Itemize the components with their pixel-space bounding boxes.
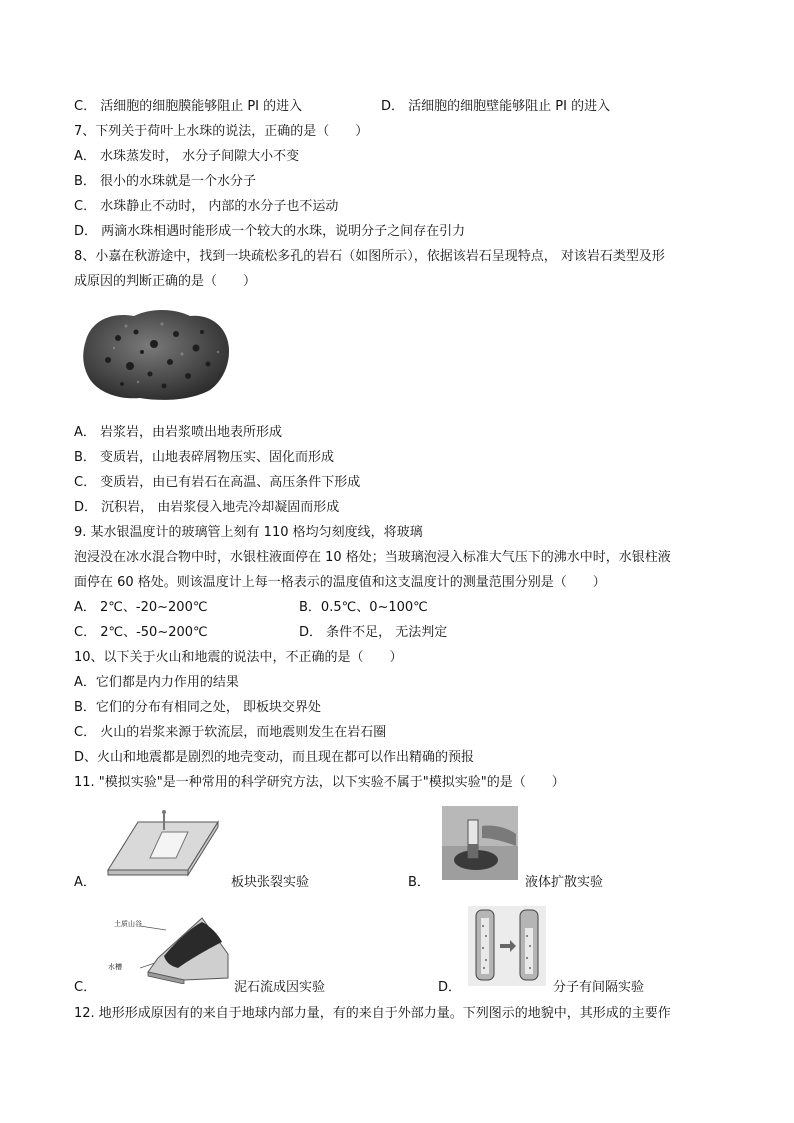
q7-option-d: D． 两滴水珠相遇时能形成一个较大的水珠，说明分子之间存在引力 <box>74 224 466 239</box>
molecule-gap-figure <box>468 906 546 986</box>
q9-stem-line-3: 面停在 60 格处。则该温度计上每一格表示的温度值和这支温度计的测量范围分别是（ ） <box>74 575 606 590</box>
q10-option-c: C． 火山的岩浆来源于软流层，而地震则发生在岩石圈 <box>74 725 387 740</box>
debris-flow-figure <box>140 914 232 984</box>
q8-stem-line-1: 8、小嘉在秋游途中，找到一块疏松多孔的岩石（如图所示），依据该岩石呈现特点， 对该岩石类型及形 <box>74 249 665 264</box>
q11-stem: 11. "模拟实验"是一种常用的科学研究方法，以下实验不属于"模拟实验"的是（ ） <box>74 775 565 790</box>
q7-option-b: B． 很小的水珠就是一个水分子 <box>74 174 257 189</box>
c-fig-label-valley: 土质山谷 <box>114 920 142 928</box>
q10-option-d: D、火山和地震都是剧烈的地壳变动，而且现在都可以作出精确的预报 <box>74 750 475 765</box>
q11-option-b-letter: B． <box>408 875 430 890</box>
q11-option-b-caption: 液体扩散实验 <box>525 875 604 890</box>
q11-option-d-letter: D． <box>438 980 462 995</box>
liquid-diffusion-figure <box>442 806 518 880</box>
q10-option-a: A．它们都是内力作用的结果 <box>74 675 239 690</box>
q7-option-c: C． 水珠静止不动时， 内部的水分子也不运动 <box>74 199 339 214</box>
q6-option-d: D． 活细胞的细胞壁能够阻止 PI 的进入 <box>381 99 611 114</box>
c-fig-label-tank: 水槽 <box>108 963 122 971</box>
q9-option-c: C． 2℃、-50~200℃ <box>74 625 208 640</box>
q9-option-b: B．0.5℃、0~100℃ <box>299 600 428 615</box>
q9-stem-line-2: 泡浸没在冰水混合物中时，水银柱液面停在 10 格处；当玻璃泡浸入标准大气压下的沸水中时，水银柱液 <box>74 550 671 565</box>
q11-option-a-caption: 板块张裂实验 <box>231 875 310 890</box>
q7-option-a: A． 水珠蒸发时， 水分子间隙大小不变 <box>74 149 300 164</box>
q8-option-b: B． 变质岩，山地表碎屑物压实、固化而形成 <box>74 450 335 465</box>
q10-stem: 10、以下关于火山和地震的说法中，不正确的是（ ） <box>74 650 403 665</box>
q11-option-a-letter: A． <box>74 875 96 890</box>
porous-rock-image <box>78 302 234 406</box>
q9-option-d: D． 条件不足， 无法判定 <box>299 625 448 640</box>
q11-option-c-caption: 泥石流成因实验 <box>234 980 326 995</box>
q8-stem-line-2: 成原因的判断正确的是（ ） <box>74 274 257 289</box>
q11-option-c-letter: C． <box>74 980 97 995</box>
q12-stem: 12. 地形形成原因有的来自于地球内部力量，有的来自于外部力量。下列图示的地貌中，其形成的主要作 <box>74 1006 671 1021</box>
q8-option-a: A． 岩浆岩，由岩浆喷出地表所形成 <box>74 425 283 440</box>
q6-option-c: C． 活细胞的细胞膜能够阻止 PI 的进入 <box>74 99 303 114</box>
q8-option-d: D． 沉积岩， 由岩浆侵入地壳冷却凝固而形成 <box>74 500 340 515</box>
q10-option-b: B．它们的分布有相同之处， 即板块交界处 <box>74 700 322 715</box>
q7-stem: 7、下列关于荷叶上水珠的说法，正确的是（ ） <box>74 124 369 139</box>
q9-option-a: A． 2℃、-20~200℃ <box>74 600 208 615</box>
q11-option-d-caption: 分子有间隔实验 <box>553 980 645 995</box>
q9-stem-line-1: 9. 某水银温度计的玻璃管上刻有 110 格均匀刻度线，将玻璃 <box>74 525 423 540</box>
plate-rifting-figure <box>104 808 222 880</box>
q8-option-c: C． 变质岩，由已有岩石在高温、高压条件下形成 <box>74 475 361 490</box>
